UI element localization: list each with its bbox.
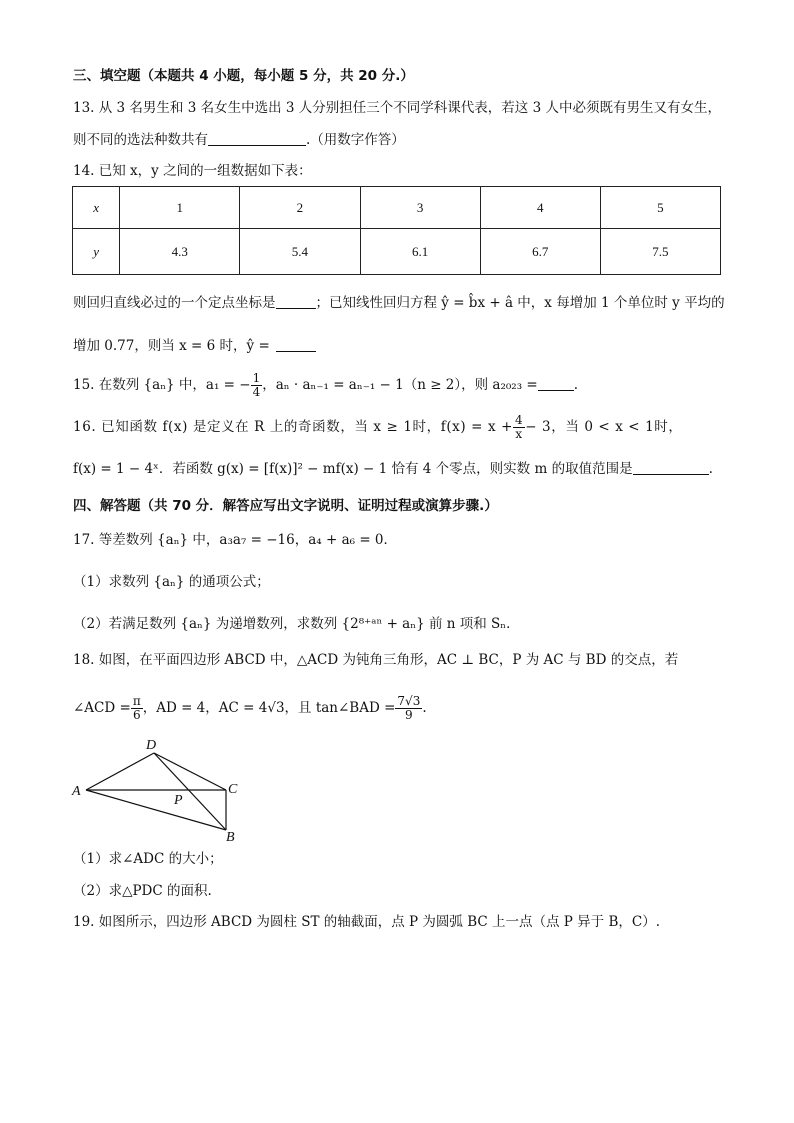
q14-text-c: 增加 0.77，则当 x = 6 时，ŷ = <box>73 338 270 354</box>
table-cell: 6.1 <box>360 229 480 275</box>
q15-text-a: 15. 在数列 {aₙ} 中，a₁ = − <box>73 377 251 393</box>
table-cell: 4.3 <box>120 229 240 275</box>
vertex-label-c: C <box>228 782 238 797</box>
vertex-label-a: A <box>72 784 81 799</box>
answer-blank <box>276 337 316 352</box>
q16-text-2a: f(x) = 1 − 4ˣ．若函数 g(x) = [f(x)]² − mf(x) − 1 恰有 4 个零点，则实数 m 的取值范围是 <box>73 461 633 477</box>
q17-stem: 17. 等差数列 {aₙ} 中，a₃a₇ = −16，a₄ + a₆ = 0． <box>73 532 398 548</box>
frac-den: 4 <box>252 385 261 399</box>
q14-text-a: 则回归直线必过的一个定点坐标是 <box>73 295 276 311</box>
table-row <box>73 187 721 229</box>
fraction <box>131 695 143 722</box>
answer-blank <box>633 460 709 475</box>
table-cell: 6.7 <box>480 229 600 275</box>
table-cell: 1 <box>120 187 240 229</box>
section4-heading: 四、解答题（共 70 分．解答应写出文字说明、证明过程或演算步骤.） <box>73 498 498 514</box>
q17-part1: （1）求数列 {aₙ} 的通项公式； <box>73 574 270 590</box>
q13-line2 <box>73 130 405 150</box>
quadrilateral-figure <box>70 733 250 845</box>
q15-text-b: ，aₙ · aₙ₋₁ = aₙ₋₁ − 1（n ≥ 2），则 a₂₀₂₃ = <box>262 377 538 393</box>
fraction <box>251 372 263 399</box>
section3-heading: 三、填空题（本题共 4 小题，每小题 5 分，共 20 分.） <box>73 68 414 84</box>
q18-part1: （1）求∠ADC 的大小； <box>73 851 223 867</box>
answer-blank <box>276 294 316 309</box>
q18-text-2a: ∠ACD = <box>73 700 131 716</box>
frac-num: π <box>132 694 141 708</box>
data-table <box>72 186 721 275</box>
point-label-p: P <box>174 793 183 808</box>
table-cell: x <box>73 187 120 229</box>
q13-line2a: 则不同的选法种数共有 <box>73 132 208 148</box>
q16-text-1b: − 3，当 0 < x < 1时， <box>525 419 683 435</box>
q14-line-c <box>73 336 316 356</box>
table-cell: 5 <box>600 187 720 229</box>
q16-line1 <box>73 414 683 441</box>
table-cell: 5.4 <box>240 229 360 275</box>
q18-stem2 <box>73 695 427 722</box>
fraction <box>513 414 525 441</box>
table-cell: y <box>73 229 120 275</box>
q18-part2: （2）求△PDC 的面积. <box>73 883 212 899</box>
segment-DB <box>154 753 226 830</box>
q13-line1: 13. 从 3 名男生和 3 名女生中选出 3 人分别担任三个不同学科课代表，若这 3 人中必须既有男生又有女生， <box>73 100 721 116</box>
frac-num: 1 <box>252 371 261 385</box>
frac-den: 9 <box>405 708 413 722</box>
q13-line2b: .（用数字作答） <box>306 132 405 148</box>
q16-line2 <box>73 459 713 479</box>
segment-AB <box>86 790 226 830</box>
q17-part2: （2）若满足数列 {aₙ} 为递增数列，求数列 {2⁸⁺ᵃⁿ + aₙ} 前 n 项和 Sₙ． <box>73 616 520 632</box>
segment-AD <box>86 753 154 790</box>
table-cell: 2 <box>240 187 360 229</box>
answer-blank <box>208 131 306 146</box>
q16-text-2b: . <box>708 461 713 477</box>
vertex-label-d: D <box>146 738 157 753</box>
q15-text-c: . <box>573 377 579 393</box>
q18-text-2c: . <box>422 700 427 716</box>
q19-stem: 19. 如图所示，四边形 ABCD 为圆柱 ST 的轴截面，点 P 为圆弧 BC 上一点（点 P 异于 B，C）. <box>73 914 660 930</box>
table-cell: 4 <box>480 187 600 229</box>
frac-num: 4 <box>514 413 524 427</box>
table-cell: 3 <box>360 187 480 229</box>
q16-text-1a: 16. 已知函数 f(x) 是定义在 R 上的奇函数，当 x ≥ 1时，f(x) = x + <box>73 419 513 435</box>
fraction <box>395 695 422 722</box>
q14-intro: 14. 已知 x，y 之间的一组数据如下表： <box>73 163 312 179</box>
q14-line-a <box>73 293 725 313</box>
q15-line <box>73 372 578 399</box>
q14-text-b: ；已知线性回归方程 ŷ = b̂x + â 中，x 每增加 1 个单位时 y 平均的 <box>315 295 725 311</box>
vertex-label-b: B <box>226 830 235 845</box>
table-row <box>73 229 721 275</box>
frac-num: 7√3 <box>397 694 421 708</box>
frac-den: 6 <box>132 708 141 722</box>
q18-text-2b: ，AD = 4，AC = 4√3，且 tan∠BAD = <box>142 700 396 716</box>
segment-DC <box>154 753 226 790</box>
table-cell: 7.5 <box>600 229 720 275</box>
answer-blank <box>538 376 574 391</box>
q18-stem1: 18. 如图，在平面四边形 ABCD 中，△ACD 为钝角三角形，AC ⊥ BC，P 为 AC 与 BD 的交点，若 <box>73 652 679 668</box>
frac-den: x <box>515 427 523 441</box>
